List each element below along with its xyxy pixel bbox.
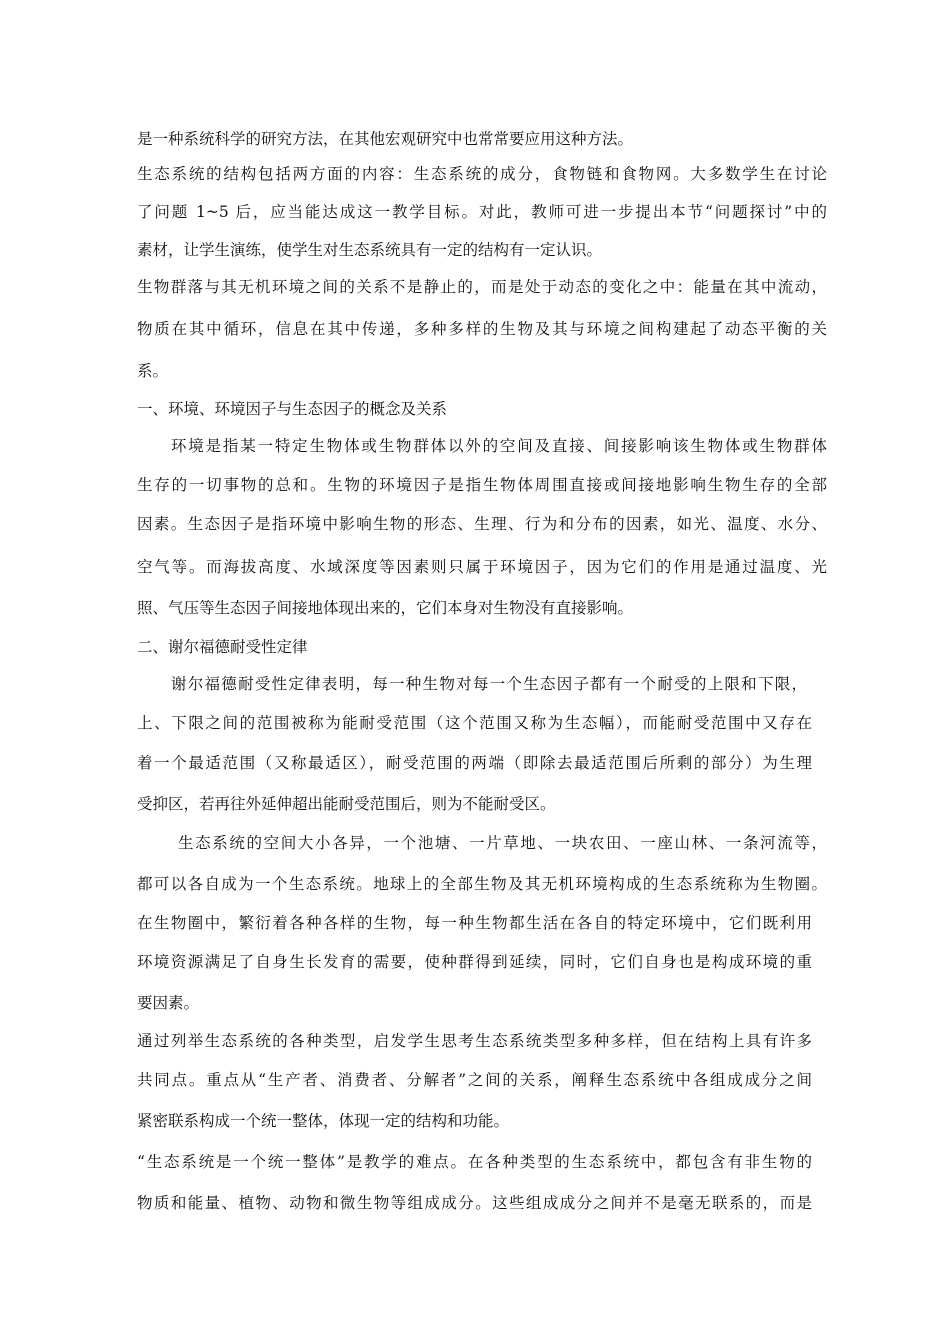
text-line: 物质和能量、植物、动物和微生物等组成成分。这些组成成分之间并不是毫无联系的，而是 — [137, 1194, 812, 1212]
text-line: 生物群落与其无机环境之间的关系不是静止的，而是处于动态的变化之中：能量在其中流动， — [137, 278, 827, 296]
text-line: 空气等。而海拔高度、水域深度等因素则只属于环境因子，因为它们的作用是通过温度、光 — [137, 558, 827, 576]
text-line: “生态系统是一个统一整体”是教学的难点。在各种类型的生态系统中，都包含有非生物的 — [137, 1153, 812, 1171]
section-heading: 一、环境、环境因子与生态因子的概念及关系 — [137, 400, 448, 418]
paragraph-first-line: 环境是指某一特定生物体或生物群体以外的空间及直接、间接影响该生物体或生物群体 — [171, 437, 827, 455]
text-line: 上、下限之间的范围被称为能耐受范围（这个范围又称为生态幅），而能耐受范围中又存在 — [137, 714, 812, 732]
section-heading: 二、谢尔福德耐受性定律 — [137, 638, 308, 656]
text-line: 因素。生态因子是指环境中影响生物的形态、生理、行为和分布的因素，如光、温度、水分、 — [137, 515, 827, 533]
text-line: 要因素。 — [137, 994, 200, 1012]
text-line: 系。 — [137, 362, 169, 380]
text-line: 物质在其中循环，信息在其中传递，多种多样的生物及其与环境之间构建起了动态平衡的关 — [137, 320, 827, 338]
paragraph-first-line: 谢尔福德耐受性定律表明，每一种生物对每一个生态因子都有一个耐受的上限和下限， — [171, 675, 807, 693]
text-line: 是一种系统科学的研究方法，在其他宏观研究中也常常要应用这种方法。 — [137, 130, 634, 148]
text-line: 紧密联系构成一个统一整体，体现一定的结构和功能。 — [137, 1112, 510, 1130]
text-line: 生存的一切事物的总和。生物的环境因子是指生物体周围直接或间接地影响生物生存的全部 — [137, 476, 827, 494]
text-line: 着一个最适范围（又称最适区），耐受范围的两端（即除去最适范围后所剩的部分）为生理 — [137, 754, 812, 772]
text-line: 通过列举生态系统的各种类型，启发学生思考生态系统类型多种多样，但在结构上具有许多 — [137, 1032, 812, 1050]
text-line: 照、气压等生态因子间接地体现出来的，它们本身对生物没有直接影响。 — [137, 599, 634, 617]
text-line: 都可以各自成为一个生态系统。地球上的全部生物及其无机环境构成的生态系统称为生物圈。 — [137, 875, 827, 893]
text-line: 在生物圈中，繁衍着各种各样的生物，每一种生物都生活在各自的特定环境中，它们既利用 — [137, 914, 812, 932]
text-line: 了问题 1~5 后，应当能达成这一教学目标。对此，教师可进一步提出本节“问题探讨”中的 — [137, 203, 827, 221]
text-line: 共同点。重点从“生产者、消费者、分解者”之间的关系，阐释生态系统中各组成成分之间 — [137, 1071, 812, 1089]
text-line: 素材，让学生演练，使学生对生态系统具有一定的结构有一定认识。 — [137, 241, 603, 259]
paragraph-first-line: 生态系统的空间大小各异，一个池塘、一片草地、一块农田、一座山林、一条河流等， — [178, 834, 827, 852]
text-line: 受抑区，若再往外延伸超出能耐受范围后，则为不能耐受区。 — [137, 795, 556, 813]
text-line: 生态系统的结构包括两方面的内容：生态系统的成分，食物链和食物网。大多数学生在讨论 — [137, 165, 827, 183]
text-line: 环境资源满足了自身生长发育的需要，使种群得到延续，同时，它们自身也是构成环境的重 — [137, 953, 812, 971]
